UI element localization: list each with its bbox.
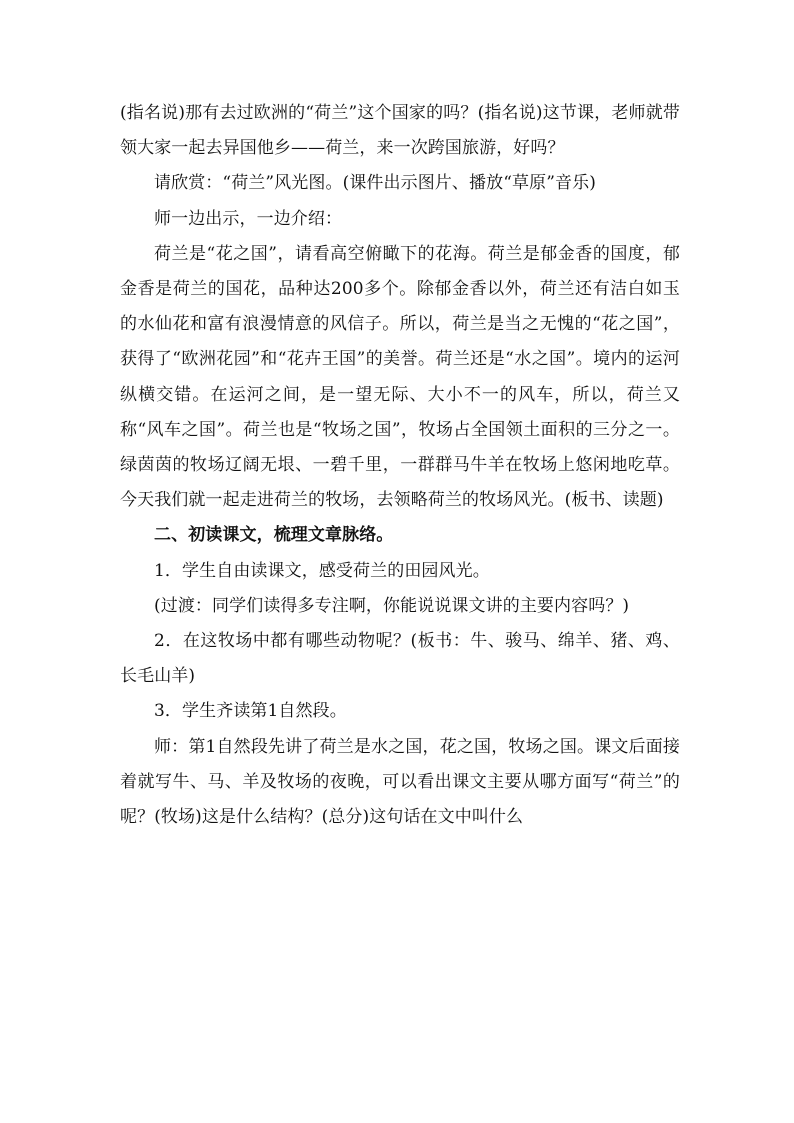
paragraph-step-2: 2．在这牧场中都有哪些动物呢？(板书：牛、骏马、绵羊、猪、鸡、长毛山羊) [120,631,680,687]
paragraph-netherlands-description: 荷兰是“花之国”，请看高空俯瞰下的花海。荷兰是郁金香的国度，郁金香是荷兰的国花，品种达200多个。除郁金香以外，荷兰还有洁白如玉的水仙花和富有浪漫情意的风信子。所以，荷兰是当之无愧的“花之国”，获得了“欧洲花园”和“花卉王国”的美誉。荷兰还是“水之国”。境内的运河纵横交错。在运河之间，是一望无际、大小不一的风车，所以，荷兰又称“风车之国”。荷兰也是“牧场之国”，牧场占全国领土面积的三分之一。绿茵茵的牧场辽阔无垠、一碧千里，一群群马牛羊在牧场上悠闲地吃草。今天我们就一起走进荷兰的牧场，去领略荷兰的牧场风光。(板书、读题) [120,243,680,511]
paragraph-transition: (过渡：同学们读得多专注啊，你能说说课文讲的主要内容吗？) [154,595,630,616]
paragraph-teacher-shows: 师一边出示，一边介绍： [154,208,343,229]
document-body [120,96,680,835]
paragraph-appreciate: 请欣赏：“荷兰”风光图。(课件出示图片、播放“草原”音乐) [154,173,596,194]
paragraph-teacher-explains: 师：第1自然段先讲了荷兰是水之国，花之国，牧场之国。课文后面接着就写牛、马、羊及牧场的夜晚，可以看出课文主要从哪方面写“荷兰”的呢？(牧场)这是什么结构？(总分)这句话在文中叫什么 [120,736,680,828]
section-heading-first-reading: 二、初读课文，梳理文章脉络。 [154,525,394,546]
paragraph-intro: (指名说)那有去过欧洲的“荷兰”这个国家的吗？(指名说)这节课，老师就带领大家一起去异国他乡——荷兰，来一次跨国旅游，好吗？ [120,103,680,159]
paragraph-step-3: 3．学生齐读第1自然段。 [154,701,347,722]
paragraph-step-1: 1．学生自由读课文，感受荷兰的田园风光。 [154,560,490,581]
